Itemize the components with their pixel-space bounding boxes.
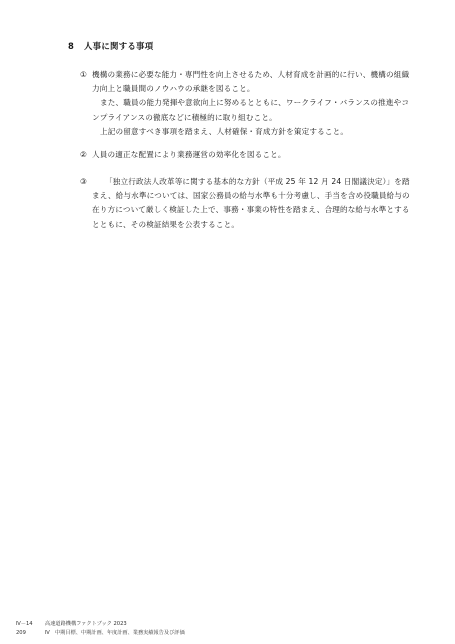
item-paragraph: 人員の適正な配置により業務運営の効率化を図ること。 [92, 150, 286, 159]
item-marker: ① [80, 70, 87, 79]
section-title: 人事に関する事項 [84, 41, 154, 51]
section-number: 8 [68, 41, 75, 51]
item-marker: ③ [80, 177, 87, 186]
item-paragraph: 「独立行政法人改革等に関する基本的な方針（平成 25 年 12 月 24 日閣議決定）」を踏まえ、給与水準については、国家公務員の給与水準も十分考慮し、手当を含め役職員給与の在り方について厳しく検証した上で、事務・事業の特性を踏まえ、合理的な給与水準とするとともに、その検証結果を公表すること。 [92, 177, 410, 229]
page-footer [16, 620, 185, 638]
item-paragraph: また、職員の能力発揮や意欲向上に努めるとともに、ワークライフ・バランスの推進やコンプライアンスの徹底などに積極的に取り組むこと。 [92, 98, 410, 122]
section-heading [68, 40, 153, 52]
item-paragraph: 上記の留意すべき事項を踏まえ、人材確保・育成方針を策定すること。 [100, 126, 349, 136]
page-code: Ⅳ－14 [16, 620, 33, 627]
item-paragraph: 機構の業務に必要な能力・専門性を向上させるため、人材育成を計画的に行い、機構の組織力向上と職員間のノウハウの承継を図ること。 [92, 70, 410, 94]
list-item [80, 68, 410, 139]
list-item [80, 175, 410, 232]
list-item [80, 148, 410, 162]
chapter-title: Ⅳ 中期目標、中期計画、年度計画、業務実績報告及び評価 [45, 629, 185, 636]
book-title: 高速道路機構ファクトブック 2023 [45, 620, 127, 627]
page-number: 209 [16, 629, 26, 636]
item-marker: ② [80, 150, 87, 159]
